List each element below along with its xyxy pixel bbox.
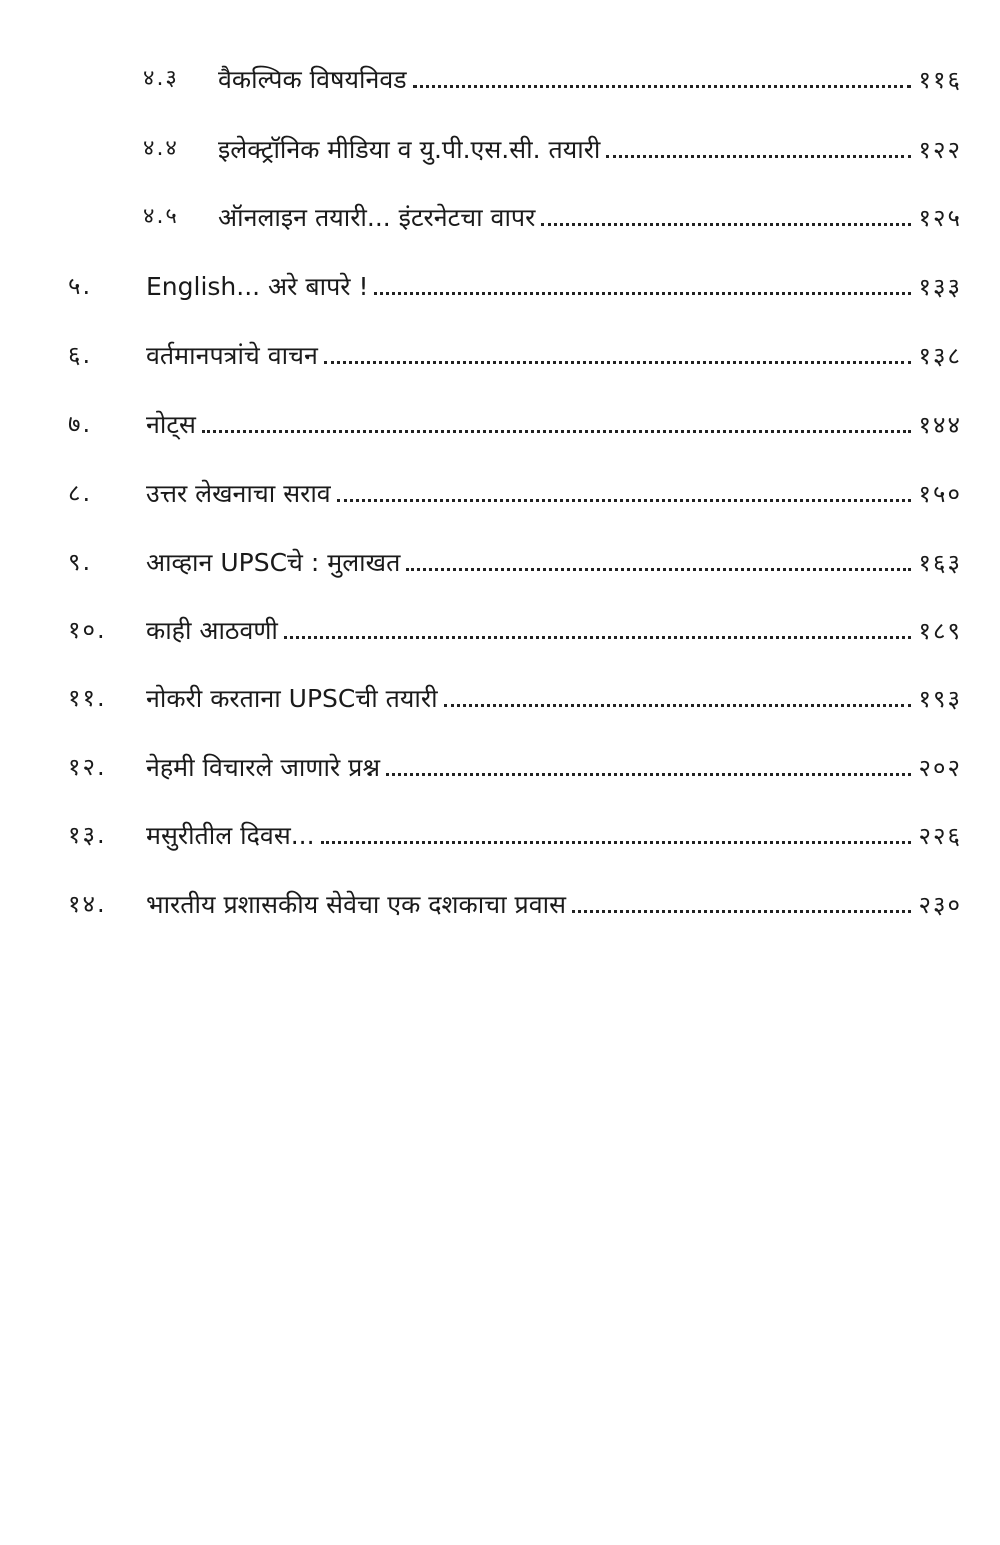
toc-entry-title: ऑनलाइन तयारी... इंटरनेटचा वापर bbox=[218, 203, 536, 232]
toc-entry bbox=[0, 742, 1000, 792]
toc-entry-page: १६३ bbox=[918, 548, 962, 577]
toc-entry-page: २०२ bbox=[918, 753, 962, 782]
toc-entry-number: १३. bbox=[68, 821, 107, 849]
toc-entry-page: १३८ bbox=[918, 341, 962, 370]
toc-entry-title: आव्हान UPSCचे : मुलाखत bbox=[146, 548, 401, 577]
dot-leader bbox=[413, 85, 911, 88]
dot-leader bbox=[202, 430, 911, 433]
toc-entry bbox=[0, 810, 1000, 860]
toc-entry-number: ११. bbox=[68, 684, 107, 712]
toc-entry-number: ५. bbox=[68, 272, 93, 300]
toc-entry-number: ८. bbox=[68, 479, 93, 507]
dot-leader bbox=[406, 568, 910, 571]
dot-leader bbox=[337, 499, 911, 502]
toc-entry bbox=[0, 879, 1000, 929]
toc-entry-title: नोट्स bbox=[146, 410, 196, 439]
toc-entry bbox=[0, 468, 1000, 518]
dot-leader bbox=[321, 841, 911, 844]
toc-entry-title: वैकल्पिक विषयनिवड bbox=[218, 65, 407, 94]
dot-leader bbox=[572, 910, 911, 913]
toc-entry-number: ४.३ bbox=[143, 66, 179, 91]
toc-entry-title: नोकरी करताना UPSCची तयारी bbox=[146, 684, 438, 713]
toc-entry-title: नेहमी विचारले जाणारे प्रश्न bbox=[146, 753, 381, 782]
toc-entry-title: मसुरीतील दिवस... bbox=[146, 821, 315, 850]
toc-entry-number: १०. bbox=[68, 616, 107, 644]
toc-entry-page: १२२ bbox=[918, 135, 962, 164]
toc-entry-number: ४.५ bbox=[143, 204, 179, 229]
toc-entry bbox=[0, 54, 1000, 104]
toc-entry-title: वर्तमानपत्रांचे वाचन bbox=[146, 341, 318, 370]
toc-entry-page: १८९ bbox=[918, 616, 962, 645]
toc-entry bbox=[0, 537, 1000, 587]
toc-entry bbox=[0, 673, 1000, 723]
toc-entry bbox=[0, 605, 1000, 655]
toc-entry-page: १९३ bbox=[918, 684, 962, 713]
toc-entry-number: ६. bbox=[68, 341, 93, 369]
toc-entry bbox=[0, 330, 1000, 380]
dot-leader bbox=[324, 361, 911, 364]
toc-entry bbox=[0, 261, 1000, 311]
toc-entry-number: ७. bbox=[68, 410, 93, 438]
toc-entry-page: १२५ bbox=[918, 203, 962, 232]
toc-entry-title: काही आठवणी bbox=[146, 616, 278, 645]
dot-leader bbox=[374, 292, 910, 295]
toc-entry-number: ९. bbox=[68, 548, 93, 576]
toc-entry bbox=[0, 124, 1000, 174]
toc-entry-number: १४. bbox=[68, 890, 107, 918]
toc-entry-number: १२. bbox=[68, 753, 107, 781]
toc-entry bbox=[0, 399, 1000, 449]
dot-leader bbox=[284, 636, 911, 639]
dot-leader bbox=[444, 704, 911, 707]
toc-entry-title: उत्तर लेखनाचा सराव bbox=[146, 479, 331, 508]
toc-entry-title: English... अरे बापरे ! bbox=[146, 272, 369, 301]
toc-entry bbox=[0, 192, 1000, 242]
toc-entry-title: भारतीय प्रशासकीय सेवेचा एक दशकाचा प्रवास bbox=[146, 890, 566, 919]
toc-entry-number: ४.४ bbox=[143, 136, 179, 161]
dot-leader bbox=[606, 155, 910, 158]
toc-entry-page: १४४ bbox=[918, 410, 962, 439]
toc-entry-page: २३० bbox=[918, 890, 962, 919]
dot-leader bbox=[386, 773, 911, 776]
toc-entry-page: १५० bbox=[918, 479, 962, 508]
toc-entry-page: २२६ bbox=[918, 821, 962, 850]
dot-leader bbox=[541, 223, 910, 226]
toc-entry-page: ११६ bbox=[918, 65, 962, 94]
toc-entry-page: १३३ bbox=[918, 272, 962, 301]
toc-entry-title: इलेक्ट्रॉनिक मीडिया व यु.पी.एस.सी. तयारी bbox=[218, 135, 601, 164]
